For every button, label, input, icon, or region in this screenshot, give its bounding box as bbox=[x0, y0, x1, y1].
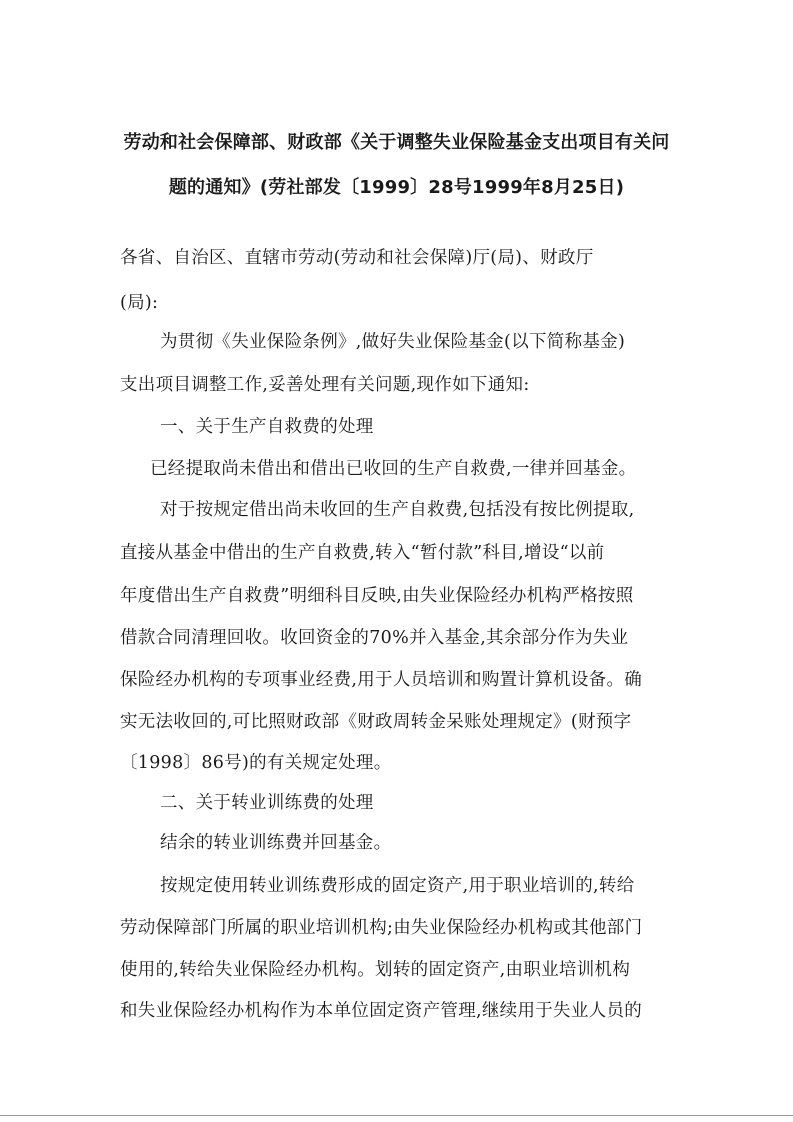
section-heading: 二、关于转业训练费的处理 bbox=[160, 793, 374, 813]
body-line: 已经提取尚未借出和借出已收回的生产自救费,一律并回基金。 bbox=[150, 459, 637, 479]
body-line: 为贯彻《失业保险条例》,做好失业保险基金(以下简称基金) bbox=[160, 332, 626, 352]
body-line: 和失业保险经办机构作为本单位固定资产管理,继续用于失业人员的 bbox=[120, 1001, 643, 1021]
document-title-line-1: 劳动和社会保障部、财政部《关于调整失业保险基金支出项目有关问 bbox=[123, 132, 670, 153]
document-title-line-2: 题的通知》(劳社部发〔1999〕28号1999年8月25日) bbox=[168, 177, 625, 198]
body-line: 使用的,转给失业保险经办机构。划转的固定资产,由职业培训机构 bbox=[120, 960, 631, 980]
body-line: 按规定使用转业训练费形成的固定资产,用于职业培训的,转给 bbox=[160, 876, 635, 896]
body-line: 〔1998〕86号)的有关规定处理。 bbox=[120, 753, 392, 773]
body-line: (局): bbox=[120, 293, 159, 313]
body-line: 对于按规定借出尚未收回的生产自救费,包括没有按比例提取, bbox=[160, 500, 635, 520]
body-line: 劳动保障部门所属的职业培训机构;由失业保险经办机构或其他部门 bbox=[120, 918, 643, 938]
body-line: 支出项目调整工作,妥善处理有关问题,现作如下通知: bbox=[120, 375, 530, 395]
page-bottom-divider bbox=[0, 1115, 793, 1116]
body-line: 结余的转业训练费并回基金。 bbox=[160, 833, 392, 853]
body-line: 直接从基金中借出的生产自救费,转入“暂付款”科目,增设“以前 bbox=[120, 543, 605, 563]
body-line: 实无法收回的,可比照财政部《财政周转金呆账处理规定》(财预字 bbox=[120, 712, 632, 732]
body-line: 保险经办机构的专项事业经费,用于人员培训和购置计算机设备。确 bbox=[120, 670, 643, 690]
body-line: 各省、自治区、直辖市劳动(劳动和社会保障)厅(局)、财政厅 bbox=[120, 248, 594, 268]
body-line: 借款合同清理回收。收回资金的70%并入基金,其余部分作为失业 bbox=[120, 628, 629, 648]
body-line: 年度借出生产自救费”明细科目反映,由失业保险经办机构严格按照 bbox=[120, 586, 634, 606]
section-heading: 一、关于生产自救费的处理 bbox=[160, 417, 374, 437]
